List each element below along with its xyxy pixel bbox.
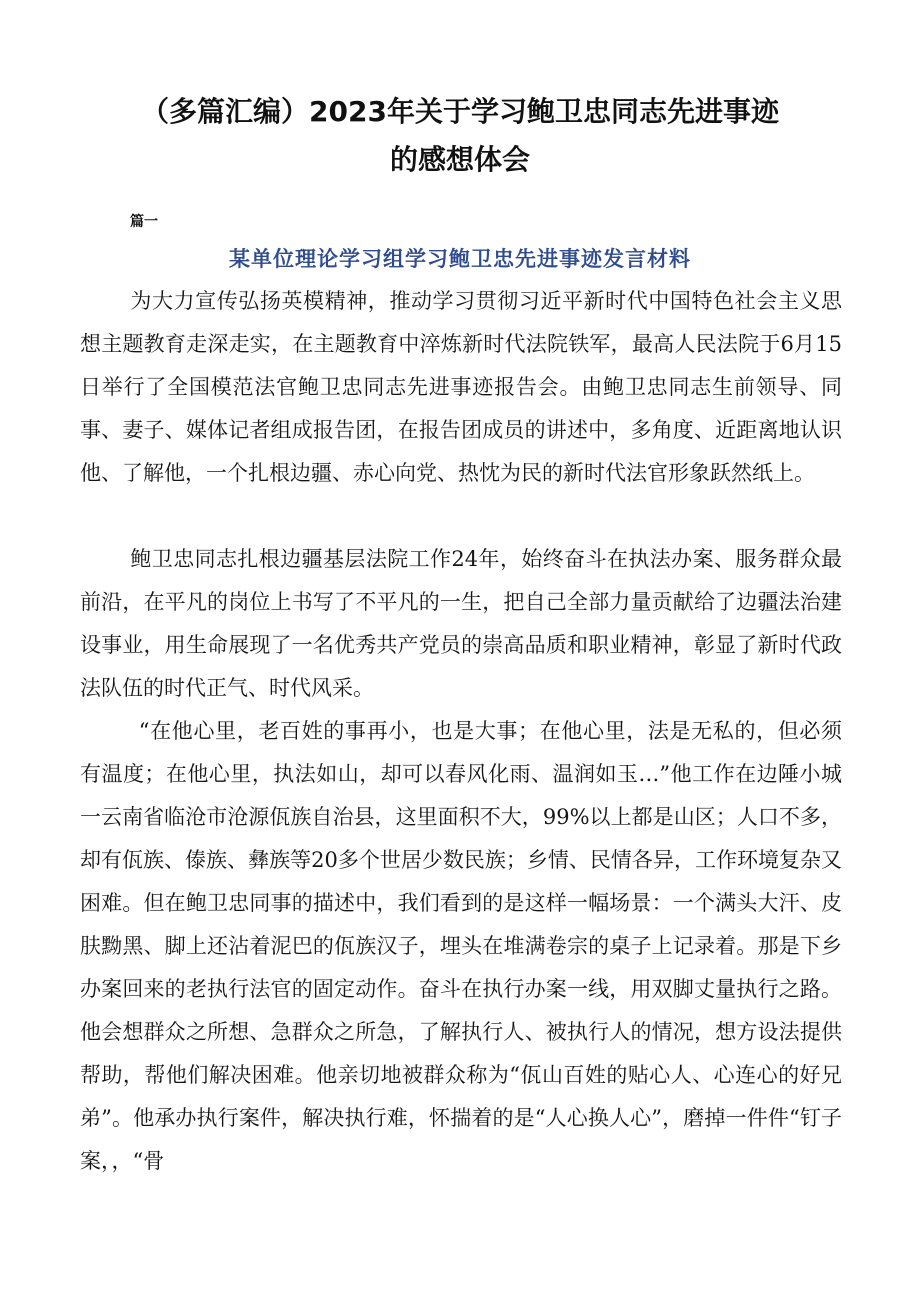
body-paragraph-1: 为大力宣传弘扬英模精神，推动学习贯彻习近平新时代中国特色社会主义思想主题教育走深走实，在主题教育中淬炼新时代法院铁军，最高人民法院于6月15日举行了全国模范法官鲍卫忠同志先进事迹报告会。由鲍卫忠同志生前领导、同事、妻子、媒体记者组成报告团，在报告团成员的讲述中，多角度、近距离地认识他、了解他，一个扎根边疆、赤心向党、热忱为民的新时代法官形象跃然纸上。 (80, 289, 842, 485)
section-heading: 某单位理论学习组学习鲍卫忠先进事迹发言材料 (229, 246, 691, 271)
section-label: 篇一 (130, 214, 158, 230)
document-title-line-2: 的感想体会 (389, 143, 530, 176)
document-title-line-1: （多篇汇编）2023年关于学习鲍卫忠同志先进事迹 (141, 95, 779, 128)
body-paragraph-3: “在他心里，老百姓的事再小，也是大事；在他心里，法是无私的，但必须有温度；在他心里，执法如山，却可以春风化雨、温润如玉…”他工作在边陲小城一云南省临沧市沧源佤族自治县，这里面积不大，99%以上都是山区；人口不多，却有佤族、傣族、彝族等20多个世居少数民族；乡情、民情各异，工作环境复杂又困难。但在鲍卫忠同事的描述中，我们看到的是这样一幅场景：一个满头大汗、皮肤黝黑、脚上还沾着泥巴的佤族汉子，埋头在堆满卷宗的桌子上记录着。那是下乡办案回来的老执行法官的固定动作。奋斗在执行办案一线，用双脚丈量执行之路。他会想群众之所想、急群众之所急，了解执行人、被执行人的情况，想方设法提供帮助，帮他们解决困难。他亲切地被群众称为“佤山百姓的贴心人、心连心的好兄弟”。他承办执行案件，解决执行难，怀揣着的是“人心换人心”，磨掉一件件“钉子案，，“骨 (80, 719, 842, 1173)
body-paragraph-2: 鲍卫忠同志扎根边疆基层法院工作24年，始终奋斗在执法办案、服务群众最前沿，在平凡的岗位上书写了不平凡的一生，把自己全部力量贡献给了边疆法治建设事业，用生命展现了一名优秀共产党员的崇高品质和职业精神，彰显了新时代政法队伍的时代正气、时代风采。 (80, 547, 842, 700)
